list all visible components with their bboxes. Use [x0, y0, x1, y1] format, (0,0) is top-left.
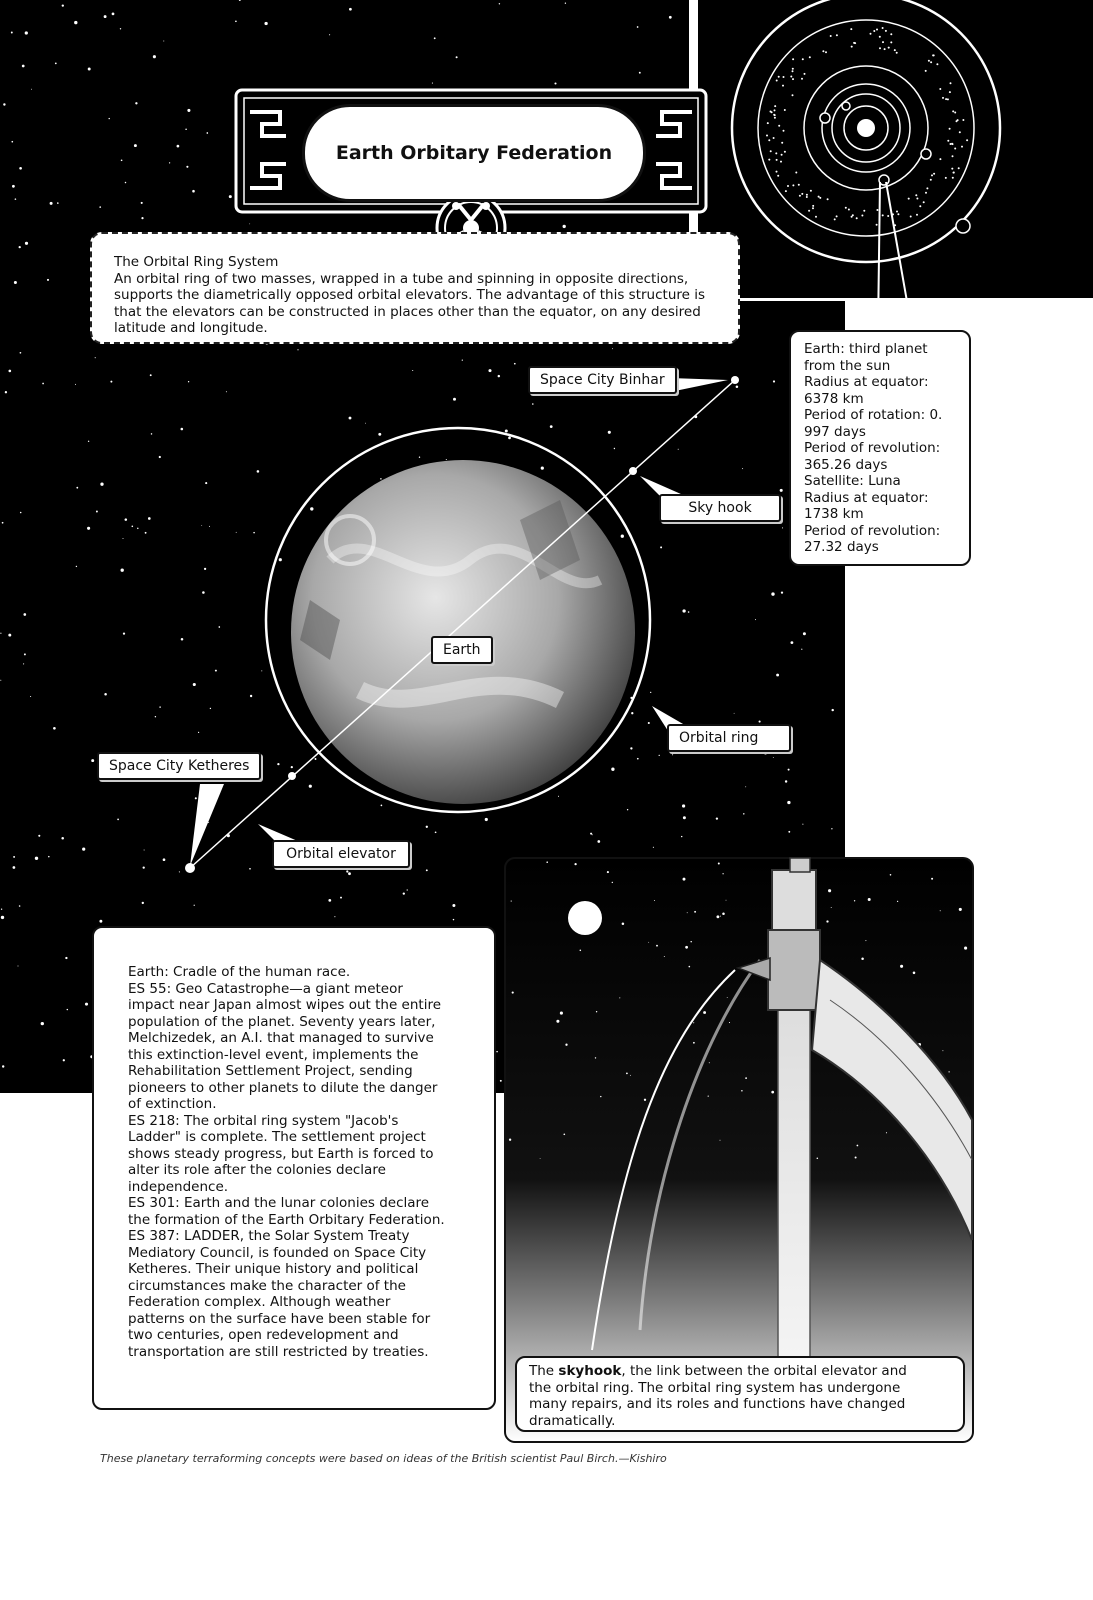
earth-stat-line: from the sun	[804, 357, 891, 374]
history-line: ES 301: Earth and the lunar colonies declare	[128, 1195, 430, 1211]
history-line: patterns on the surface have been stable for	[128, 1310, 431, 1327]
history-line: Melchizedek, an A.I. that managed to survive	[128, 1030, 434, 1046]
history-line: Ketheres. Their unique history and political	[128, 1261, 419, 1277]
history-line: of extinction.	[128, 1096, 217, 1112]
history-line: Ladder" is complete. The settlement project	[128, 1129, 426, 1145]
orbital-ring-info	[90, 232, 740, 344]
skyhook-caption	[515, 1356, 965, 1432]
history-line: ES 387: LADDER, the Solar System Treaty	[128, 1228, 410, 1244]
history-line: ES 55: Geo Catastrophe—a giant meteor	[128, 980, 403, 997]
earth-stat-line: Earth: third planet	[804, 341, 928, 357]
history-line: circumstances make the character of the	[128, 1277, 406, 1294]
history-line: Federation complex. Although weather	[128, 1294, 391, 1310]
earth-stat-line: Period of rotation: 0.	[804, 407, 943, 423]
history-line: two centuries, open redevelopment and	[128, 1327, 399, 1343]
history-line: Earth: Cradle of the human race.	[128, 964, 351, 980]
history-line: this extinction-level event, implements the	[128, 1046, 419, 1063]
solar-system-panel	[690, 0, 1093, 330]
earth-history-box	[92, 926, 496, 1410]
history-line: shows steady progress, but Earth is forced to	[128, 1145, 434, 1162]
history-line: independence.	[128, 1178, 229, 1195]
caption-line2: the orbital ring. The orbital ring system has undergone	[529, 1379, 901, 1396]
earth-stat-line: 6378 km	[804, 390, 864, 407]
label-earth: Earth	[431, 636, 493, 664]
caption-line3: many repairs, and its roles and functions have changed	[529, 1396, 906, 1412]
ring-info-body: An orbital ring of two masses, wrapped in a tube and spinning in opposite directions, supports the diametrically opposed orbital elevators. The advantage of this structure is that the elevators can be constructed in places other than the equator, on any desired latitude and longitude.	[114, 270, 706, 336]
history-line: Rehabilitation Settlement Project, sending	[128, 1063, 413, 1079]
earth-stat-line: Period of revolution:	[804, 522, 941, 539]
earth-stat-line: Radius at equator:	[804, 489, 929, 506]
footnote: These planetary terraforming concepts were based on ideas of the British scientist Paul Birch.—Kishiro	[100, 1452, 667, 1465]
earth-stat-line: Radius at equator:	[804, 374, 929, 390]
earth-stat-line: Satellite: Luna	[804, 473, 901, 489]
caption-skyhook-term: skyhook	[558, 1363, 622, 1379]
history-line: the formation of the Earth Orbitary Federation.	[128, 1211, 445, 1228]
earth-stat-line: Period of revolution:	[804, 440, 941, 456]
earth-stat-line: 997 days	[804, 423, 866, 440]
label-orbital-ring: Orbital ring	[667, 724, 791, 752]
history-line: transportation are still restricted by treaties.	[128, 1343, 429, 1360]
earth-stat-line: 1738 km	[804, 506, 864, 522]
history-line: impact near Japan almost wipes out the entire	[128, 997, 442, 1013]
page-title: Earth Orbitary Federation	[302, 104, 646, 202]
label-space-city-ketheres: Space City Ketheres	[97, 752, 261, 780]
history-line: ES 218: The orbital ring system "Jacob's	[128, 1112, 399, 1129]
earth-stat-line: 27.32 days	[804, 539, 879, 555]
caption-line4: dramatically.	[529, 1412, 616, 1429]
ring-info-heading: The Orbital Ring System	[114, 254, 279, 270]
caption-line1: , the link between the orbital elevator and	[621, 1363, 907, 1379]
earth-stat-line: 365.26 days	[804, 456, 888, 473]
history-line: pioneers to other planets to dilute the danger	[128, 1079, 438, 1096]
history-line: Mediatory Council, is founded on Space City	[128, 1244, 427, 1261]
skyhook-illustration	[505, 858, 973, 1442]
history-line: population of the planet. Seventy years later,	[128, 1013, 436, 1030]
label-sky-hook: Sky hook	[659, 494, 781, 522]
earth-stats-box	[789, 330, 971, 566]
label-space-city-binhar: Space City Binhar	[528, 366, 677, 394]
label-orbital-elevator: Orbital elevator	[272, 840, 410, 868]
caption-prefix: The	[529, 1363, 559, 1379]
history-line: alter its role after the colonies declare	[128, 1162, 386, 1178]
